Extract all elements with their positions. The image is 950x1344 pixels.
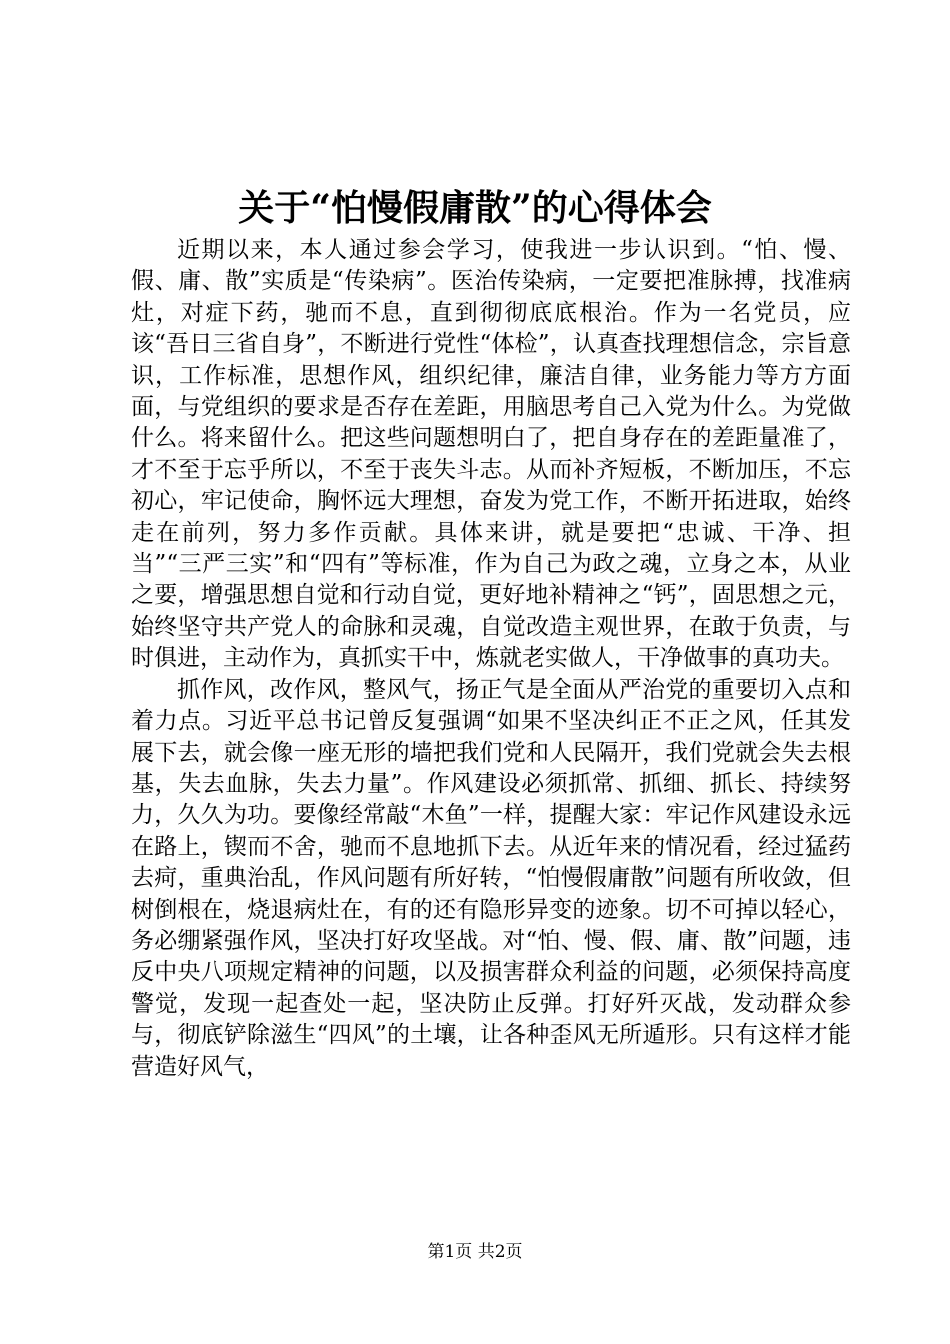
paragraph-2: 抓作风，改作风，整风气，扬正气是全面从严治党的重要切入点和着力点。习近平总书记曾反复强调“如果不坚决纠正不正之风，任其发展下去，就会像一座无形的墙把我们党和人民隔开，我们党就会失去根基，失去血脉，失去力量”。作风建设必须抓常、抓细、抓长、持续努力，久久为功。要像经常敲“木鱼”一样，提醒大家：牢记作风建设永远在路上，锲而不舍，驰而不息地抓下去。从近年来的情况看，经过猛药去疴，重典治乱，作风问题有所好转，“怕慢假庸散”问题有所收敛，但树倒根在，烧退病灶在，有的还有隐形异变的迹象。切不可掉以轻心，务必绷紧强作风，坚决打好攻坚战。对“怕、慢、假、庸、散”问题，违反中央八项规定精神的问题，以及损害群众利益的问题，必须保持高度警觉，发现一起查处一起，坚决防止反弹。打好歼灭战，发动群众参与，彻底铲除滋生“四风”的土壤，让各种歪风无所遁形。只有这样才能营造好风气， (131, 676, 851, 1080)
paragraph-1: 近期以来，本人通过参会学习，使我进一步认识到。“怕、慢、假、庸、散”实质是“传染病”。医治传染病，一定要把准脉搏，找准病灶，对症下药，驰而不息，直到彻彻底底根治。作为一名党员，应该“吾日三省自身”，不断进行党性“体检”，认真查找理想信念，宗旨意识，工作标准，思想作风，组织纪律，廉洁自律，业务能力等方方面面，与党组织的要求是否存在差距，用脑思考自己入党为什么。为党做什么。将来留什么。把这些问题想明白了，把自身存在的差距量准了，才不至于忘乎所以，不至于丧失斗志。从而补齐短板，不断加压，不忘初心，牢记使命，胸怀远大理想，奋发为党工作，不断开拓进取，始终走在前列，努力多作贡献。具体来讲，就是要把“忠诚、干净、担当”“三严三实”和“四有”等标准，作为自己为政之魂，立身之本，从业之要，增强思想自觉和行动自觉，更好地补精神之“钙”，固思想之元，始终坚守共产党人的命脉和灵魂，自觉改造主观世界，在敢于负责，与时俱进，主动作为，真抓实干中，炼就老实做人，干净做事的真功夫。 (131, 237, 851, 672)
document-title: 关于“怕慢假庸散”的心得体会 (238, 187, 712, 229)
document-body (131, 235, 851, 1083)
page-indicator: 第1页 共2页 (427, 1242, 523, 1262)
